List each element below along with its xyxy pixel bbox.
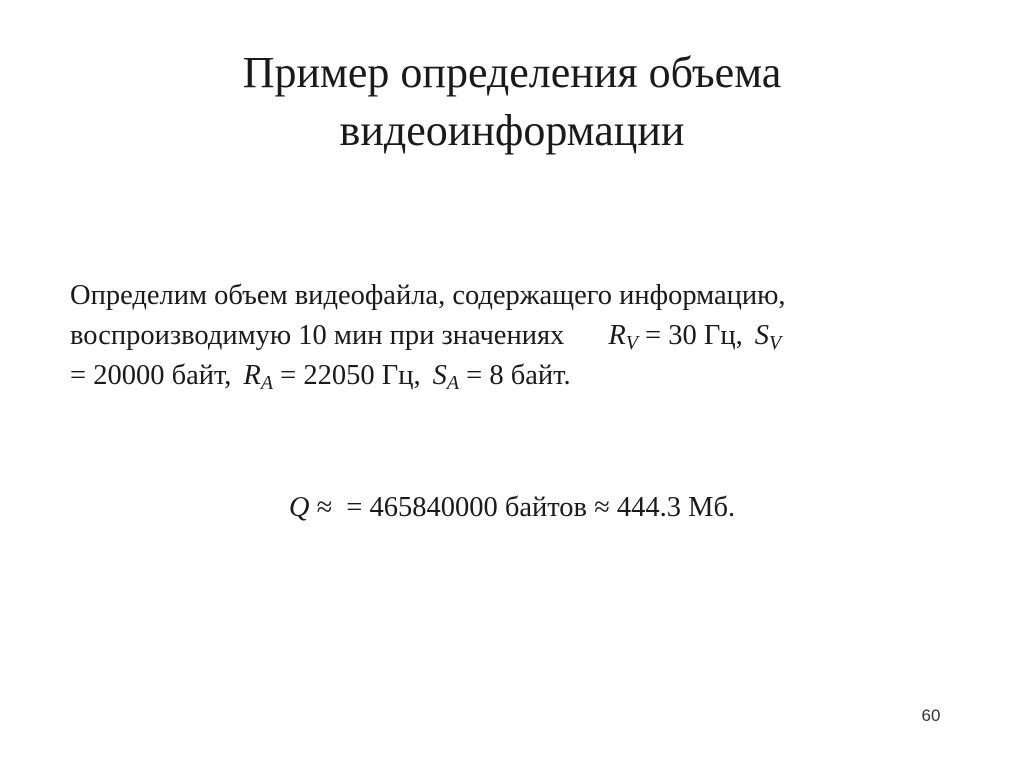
approx-sign: ≈ <box>316 492 333 523</box>
q-symbol: Q <box>288 492 310 523</box>
rv-symbol: R <box>608 320 626 351</box>
slide-title <box>0 44 1024 160</box>
sv-subscript: V <box>768 331 782 354</box>
problem-line-3 <box>70 356 950 396</box>
ra-subscript: A <box>260 371 274 394</box>
problem-line-2 <box>70 316 950 356</box>
rv-value: = 30 Гц, <box>637 320 743 351</box>
problem-statement <box>70 276 950 396</box>
problem-line-1: Определим объем видеофайла, содержащего информацию, <box>70 280 786 311</box>
result-formula <box>0 488 1024 528</box>
ra-symbol: R <box>243 360 261 391</box>
rv-subscript: V <box>625 331 638 354</box>
formula-result: = 465840000 байтов ≈ 444.3 Мб. <box>346 492 736 523</box>
slide-title-line1: Пример определения объема <box>242 48 782 97</box>
sa-subscript: A <box>446 371 460 394</box>
sa-value: = 8 байт. <box>459 360 571 391</box>
page-number: 60 <box>921 706 941 725</box>
sv-symbol: S <box>754 320 769 351</box>
ra-value: = 22050 Гц, <box>273 360 421 391</box>
sv-value: = 20000 байт, <box>70 360 232 391</box>
slide-title-line2: видеоинформации <box>339 106 685 155</box>
problem-line-2-text: воспроизводимую 10 мин при значениях <box>70 320 565 351</box>
sa-symbol: S <box>432 360 447 391</box>
